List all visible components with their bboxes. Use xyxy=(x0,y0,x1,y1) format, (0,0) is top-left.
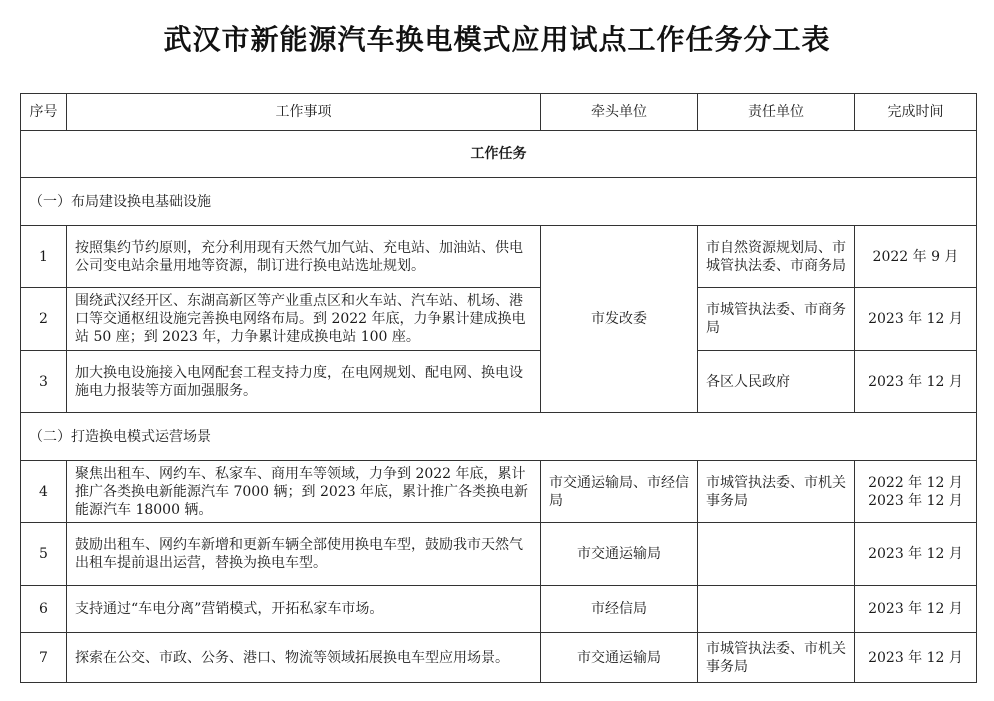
table-row xyxy=(21,288,977,351)
row-time: 2022 年 9 月 xyxy=(855,226,977,288)
group-label-1: （一）布局建设换电基础设施 xyxy=(21,178,977,226)
document-title: 武汉市新能源汽车换电模式应用试点工作任务分工表 xyxy=(163,23,831,56)
table-row xyxy=(21,351,977,413)
table-header-row xyxy=(21,94,977,131)
row-item: 鼓励出租车、网约车新增和更新车辆全部使用换电车型，鼓励我市天然气出租车提前退出运营，替换为换电车型。 xyxy=(67,523,541,586)
row-time: 2023 年 12 月 xyxy=(855,633,977,683)
row-item: 聚焦出租车、网约车、私家车、商用车等领域，力争到 2022 年底，累计推广各类换电新能源汽车 7000 辆；到 2023 年底，累计推广各类换电新能源汽车 18000 辆。 xyxy=(67,461,541,523)
group-row xyxy=(21,413,977,461)
row-time: 2023 年 12 月 xyxy=(855,288,977,351)
table-row xyxy=(21,586,977,633)
header-seq: 序号 xyxy=(21,94,67,131)
row-number: 7 xyxy=(21,633,67,683)
header-time: 完成时间 xyxy=(855,94,977,131)
row-number: 6 xyxy=(21,586,67,633)
row-resp: 市城管执法委、市机关事务局 xyxy=(698,461,855,523)
row-time: 2023 年 12 月 xyxy=(855,586,977,633)
row-resp xyxy=(698,523,855,586)
row-item: 探索在公交、市政、公务、港口、物流等领域拓展换电车型应用场景。 xyxy=(67,633,541,683)
row-item: 加大换电设施接入电网配套工程支持力度，在电网规划、配电网、换电设施电力报装等方面加强服务。 xyxy=(67,351,541,413)
header-lead: 牵头单位 xyxy=(541,94,698,131)
row-number: 3 xyxy=(21,351,67,413)
row-item: 围绕武汉经开区、东湖高新区等产业重点区和火车站、汽车站、机场、港口等交通枢纽设施完善换电网络布局。到 2022 年底，力争累计建成换电站 50 座；到 2023 年，力争累计建成换电站 100 座。 xyxy=(67,288,541,351)
row-lead: 市交通运输局 xyxy=(541,633,698,683)
row-time: 2023 年 12 月 xyxy=(855,351,977,413)
header-item: 工作事项 xyxy=(67,94,541,131)
row-time: 2023 年 12 月 xyxy=(855,523,977,586)
row-item: 按照集约节约原则，充分利用现有天然气加气站、充电站、加油站、供电公司变电站余量用地等资源，制订进行换电站选址规划。 xyxy=(67,226,541,288)
row-resp: 各区人民政府 xyxy=(698,351,855,413)
row-resp: 市城管执法委、市机关事务局 xyxy=(698,633,855,683)
header-resp: 责任单位 xyxy=(698,94,855,131)
row-lead: 市发改委 xyxy=(541,226,698,413)
table-row xyxy=(21,633,977,683)
row-resp: 市城管执法委、市商务局 xyxy=(698,288,855,351)
row-lead: 市经信局 xyxy=(541,586,698,633)
table-row xyxy=(21,226,977,288)
task-table xyxy=(20,93,977,683)
group-row xyxy=(21,178,977,226)
table-row xyxy=(21,523,977,586)
row-item: 支持通过“车电分离”营销模式，开拓私家车市场。 xyxy=(67,586,541,633)
row-lead: 市交通运输局 xyxy=(541,523,698,586)
row-time-line-2: 2023 年 12 月 xyxy=(868,492,963,509)
row-number: 2 xyxy=(21,288,67,351)
row-resp xyxy=(698,586,855,633)
table-row xyxy=(21,461,977,523)
section-title: 工作任务 xyxy=(21,131,977,178)
row-number: 5 xyxy=(21,523,67,586)
row-time-line-1: 2022 年 12 月 xyxy=(868,474,963,491)
row-lead: 市交通运输局、市经信局 xyxy=(541,461,698,523)
row-number: 1 xyxy=(21,226,67,288)
row-resp: 市自然资源规划局、市城管执法委、市商务局 xyxy=(698,226,855,288)
section-row xyxy=(21,131,977,178)
group-label-2: （二）打造换电模式运营场景 xyxy=(21,413,977,461)
row-number: 4 xyxy=(21,461,67,523)
row-time xyxy=(855,461,977,523)
